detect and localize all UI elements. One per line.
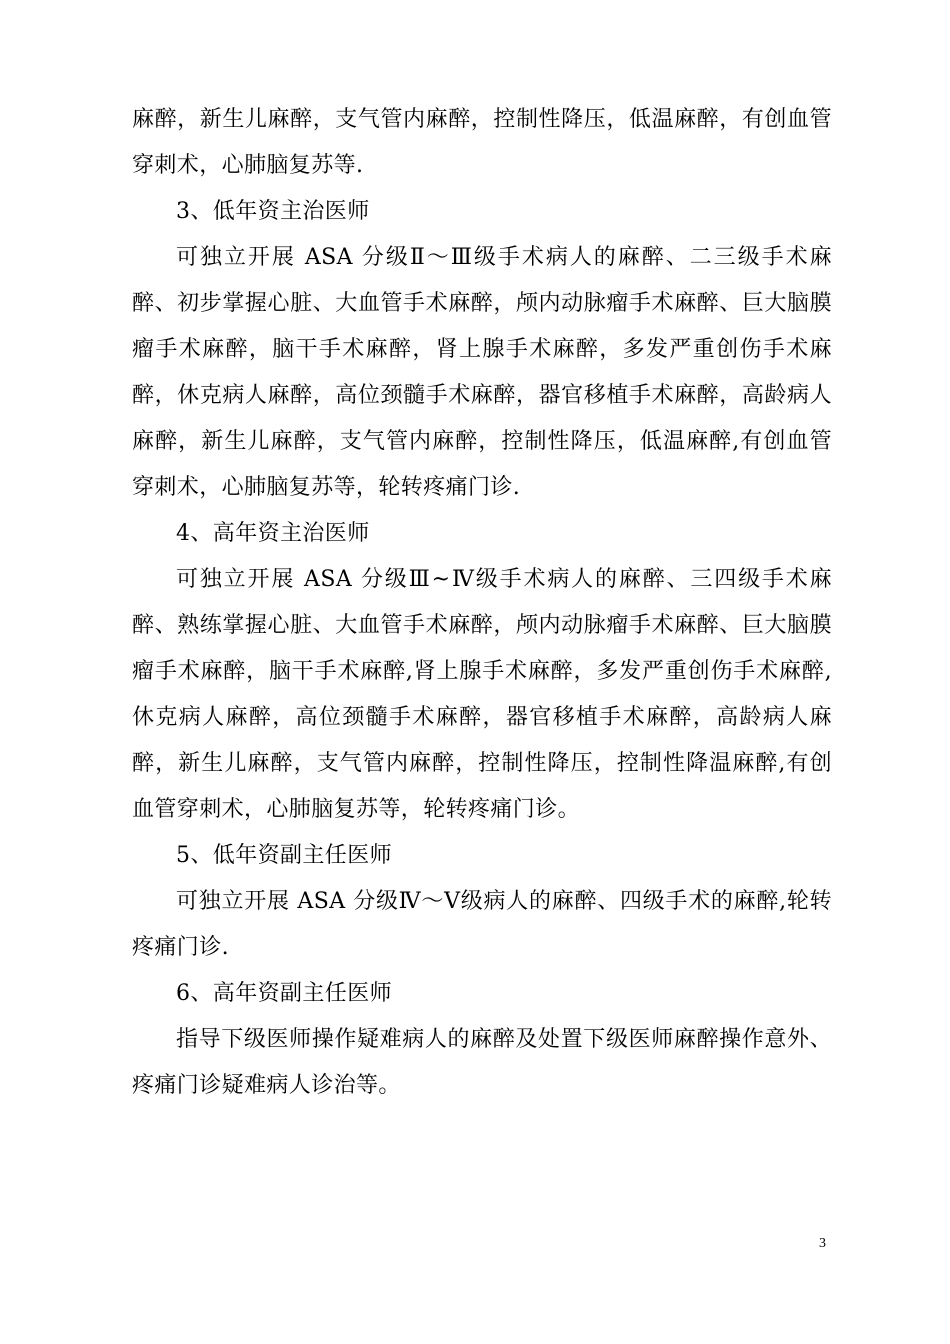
paragraph-section-3: 可独立开展 ASA 分级Ⅱ～Ⅲ级手术病人的麻醉、二三级手术麻醉、初步掌握心脏、大血管手术麻醉，颅内动脉瘤手术麻醉、巨大脑膜瘤手术麻醉，脑干手术麻醉，肾上腺手术麻醉，多发严重创伤手术麻醉，休克病人麻醉，高位颈髓手术麻醉，器官移植手术麻醉，高龄病人麻醉，新生儿麻醉，支气管内麻醉，控制性降压，低温麻醉,有创血管穿刺术，心肺脑复苏等，轮转疼痛门诊. — [132, 245, 832, 500]
paragraph-continuation: 麻醉，新生儿麻醉，支气管内麻醉，控制性降压，低温麻醉，有创血管穿刺术，心肺脑复苏等. — [132, 107, 832, 178]
page-number: 3 — [819, 1236, 826, 1251]
document-body — [132, 97, 832, 1109]
paragraph-section-6: 指导下级医师操作疑难病人的麻醉及处置下级医师麻醉操作意外、疼痛门诊疑难病人诊治等。 — [132, 1027, 832, 1098]
paragraph-section-5: 可独立开展 ASA 分级Ⅳ～Ⅴ级病人的麻醉、四级手术的麻醉,轮转疼痛门诊. — [132, 889, 832, 960]
paragraph-section-4: 可独立开展 ASA 分级Ⅲ~Ⅳ级手术病人的麻醉、三四级手术麻醉、熟练掌握心脏、大血管手术麻醉，颅内动脉瘤手术麻醉、巨大脑膜瘤手术麻醉，脑干手术麻醉,肾上腺手术麻醉，多发严重创伤手术麻醉,休克病人麻醉，高位颈髓手术麻醉，器官移植手术麻醉，高龄病人麻醉，新生儿麻醉，支气管内麻醉，控制性降压，控制性降温麻醉,有创血管穿刺术，心肺脑复苏等，轮转疼痛门诊。 — [132, 567, 832, 822]
section-heading-3: 3、低年资主治医师 — [176, 199, 370, 224]
section-heading-6: 6、高年资副主任医师 — [176, 981, 392, 1006]
section-heading-5: 5、低年资副主任医师 — [176, 843, 392, 868]
section-heading-4: 4、高年资主治医师 — [176, 521, 370, 546]
